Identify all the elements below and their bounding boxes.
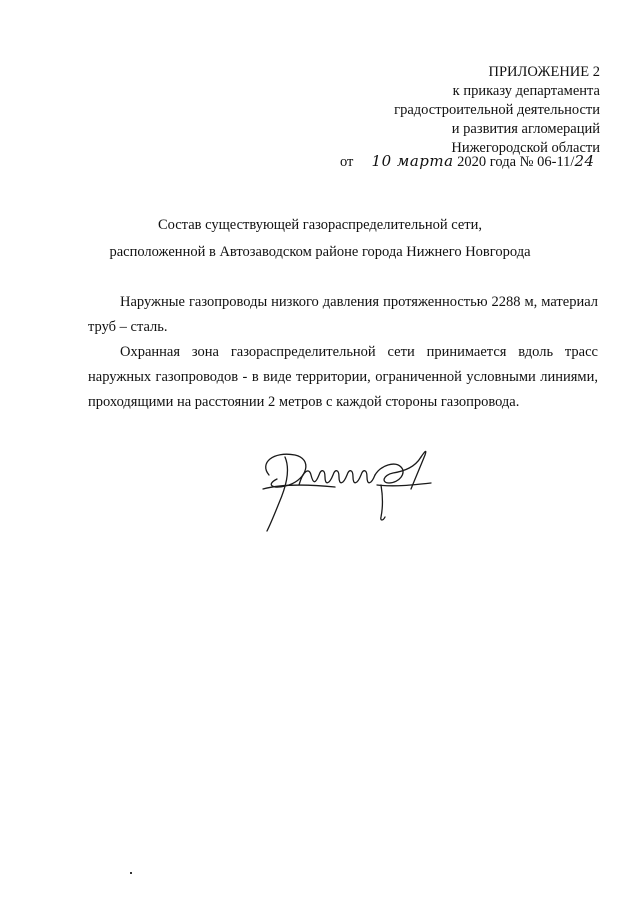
department-name-line2: и развития агломераций <box>451 121 600 137</box>
document-body <box>88 290 598 415</box>
handwritten-date: 10 марта <box>371 152 454 170</box>
paragraph-protection-zone: Охранная зона газораспределительной сети принимается вдоль трасс наружных газопроводов - в виде территории, ограниченной условными линиями, проходящими на расстоянии 2 метров с каждой стороны газопровода. <box>88 344 598 410</box>
document-title <box>60 212 580 266</box>
appendix-label: ПРИЛОЖЕНИЕ 2 <box>488 64 600 80</box>
handwritten-signature <box>255 445 440 535</box>
region-name: Нижегородской области <box>451 140 600 156</box>
order-reference: к приказу департамента <box>452 83 600 99</box>
appendix-header <box>270 63 600 158</box>
order-date-suffix: 2020 года № 06-11/ <box>457 154 575 170</box>
order-date-number <box>340 152 620 172</box>
handwritten-order-number: 24 <box>574 152 595 170</box>
title-line-1: Состав существующей газораспределительной сети, <box>157 217 483 233</box>
department-name-line1: градостроительной деятельности <box>394 102 600 118</box>
order-date-prefix: от <box>340 154 354 170</box>
paragraph-pipelines: Наружные газопроводы низкого давления протяженностью 2288 м, материал труб – сталь. <box>88 294 598 335</box>
title-line-2: расположенной в Автозаводском районе города Нижнего Новгорода <box>109 244 531 260</box>
scan-artifact-dot <box>130 872 132 874</box>
